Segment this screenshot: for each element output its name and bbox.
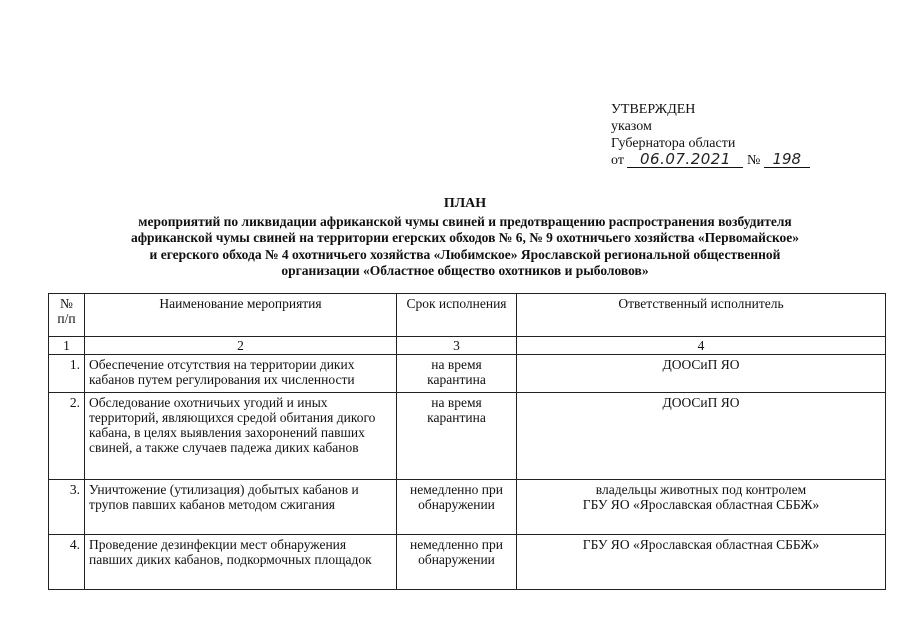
plan-table [48, 293, 886, 590]
col-number-1: 1 [49, 337, 85, 355]
col-number-4: 4 [517, 337, 886, 355]
approval-date-line [611, 152, 810, 169]
row-executor-line-1: владельцы животных под контролем [595, 482, 807, 497]
header-executor: Ответственный исполнитель [517, 294, 886, 337]
row-executor: ДООСиП ЯО [517, 393, 886, 480]
row-number: 1. [49, 355, 85, 393]
document-title [40, 196, 890, 280]
date-prefix: от [611, 153, 624, 168]
approval-line-governor: Губернатора области [611, 136, 736, 151]
row-term: немедленно при обнаружении [397, 535, 517, 590]
row-term: немедленно при обнаружении [397, 480, 517, 535]
row-activity: Обеспечение отсутствия на территории диких кабанов путем регулирования их численности [85, 355, 397, 393]
row-number: 3. [49, 480, 85, 535]
title-line-2: африканской чумы свиней на территории егерских обходов № 6, № 9 охотничьего хозяйства «Первомайское» [130, 230, 800, 245]
handwritten-date: 06.07.2021 [627, 152, 743, 168]
row-executor: ДООСиП ЯО [517, 355, 886, 393]
handwritten-number: 198 [764, 152, 810, 168]
title-line-4: организации «Областное общество охотников и рыболовов» [281, 263, 649, 278]
col-number-2: 2 [85, 337, 397, 355]
number-prefix: № [746, 153, 761, 168]
row-term: на время карантина [397, 355, 517, 393]
approval-line-approved: УТВЕРЖДЕН [611, 102, 696, 117]
col-number-3: 3 [397, 337, 517, 355]
row-term: на время карантина [397, 393, 517, 480]
row-activity: Проведение дезинфекции мест обнаружения павших диких кабанов, подкормочных площадок [85, 535, 397, 590]
column-number-row [49, 337, 886, 355]
row-executor: ГБУ ЯО «Ярославская областная СББЖ» [517, 535, 886, 590]
title-line-1: мероприятий по ликвидации африканской чумы свиней и предотвращению распространения возбудителя [138, 213, 792, 229]
header-term: Срок исполнения [397, 294, 517, 337]
row-number: 4. [49, 535, 85, 590]
table-row [49, 355, 886, 393]
header-name: Наименование мероприятия [85, 294, 397, 337]
approval-line-decree: указом [611, 119, 652, 134]
row-executor-line-2: ГБУ ЯО «Ярославская областная СББЖ» [582, 497, 820, 512]
approval-stamp [611, 101, 810, 169]
title-heading: ПЛАН [443, 196, 487, 211]
table-header-row [49, 294, 886, 337]
title-line-3: и егерского обхода № 4 охотничьего хозяйства «Любимское» Ярославской региональной общественной [149, 246, 781, 262]
header-num: № п/п [49, 294, 85, 337]
row-activity: Обследование охотничьих угодий и иных территорий, являющихся средой обитания дикого кабана, в целях выявления захоронений павших свиней, а также случаев падежа диких кабанов [85, 393, 397, 480]
row-executor [517, 480, 886, 535]
table-row [49, 480, 886, 535]
row-activity: Уничтожение (утилизация) добытых кабанов и трупов павших кабанов методом сжигания [85, 480, 397, 535]
table-row [49, 535, 886, 590]
row-number: 2. [49, 393, 85, 480]
table-row [49, 393, 886, 480]
